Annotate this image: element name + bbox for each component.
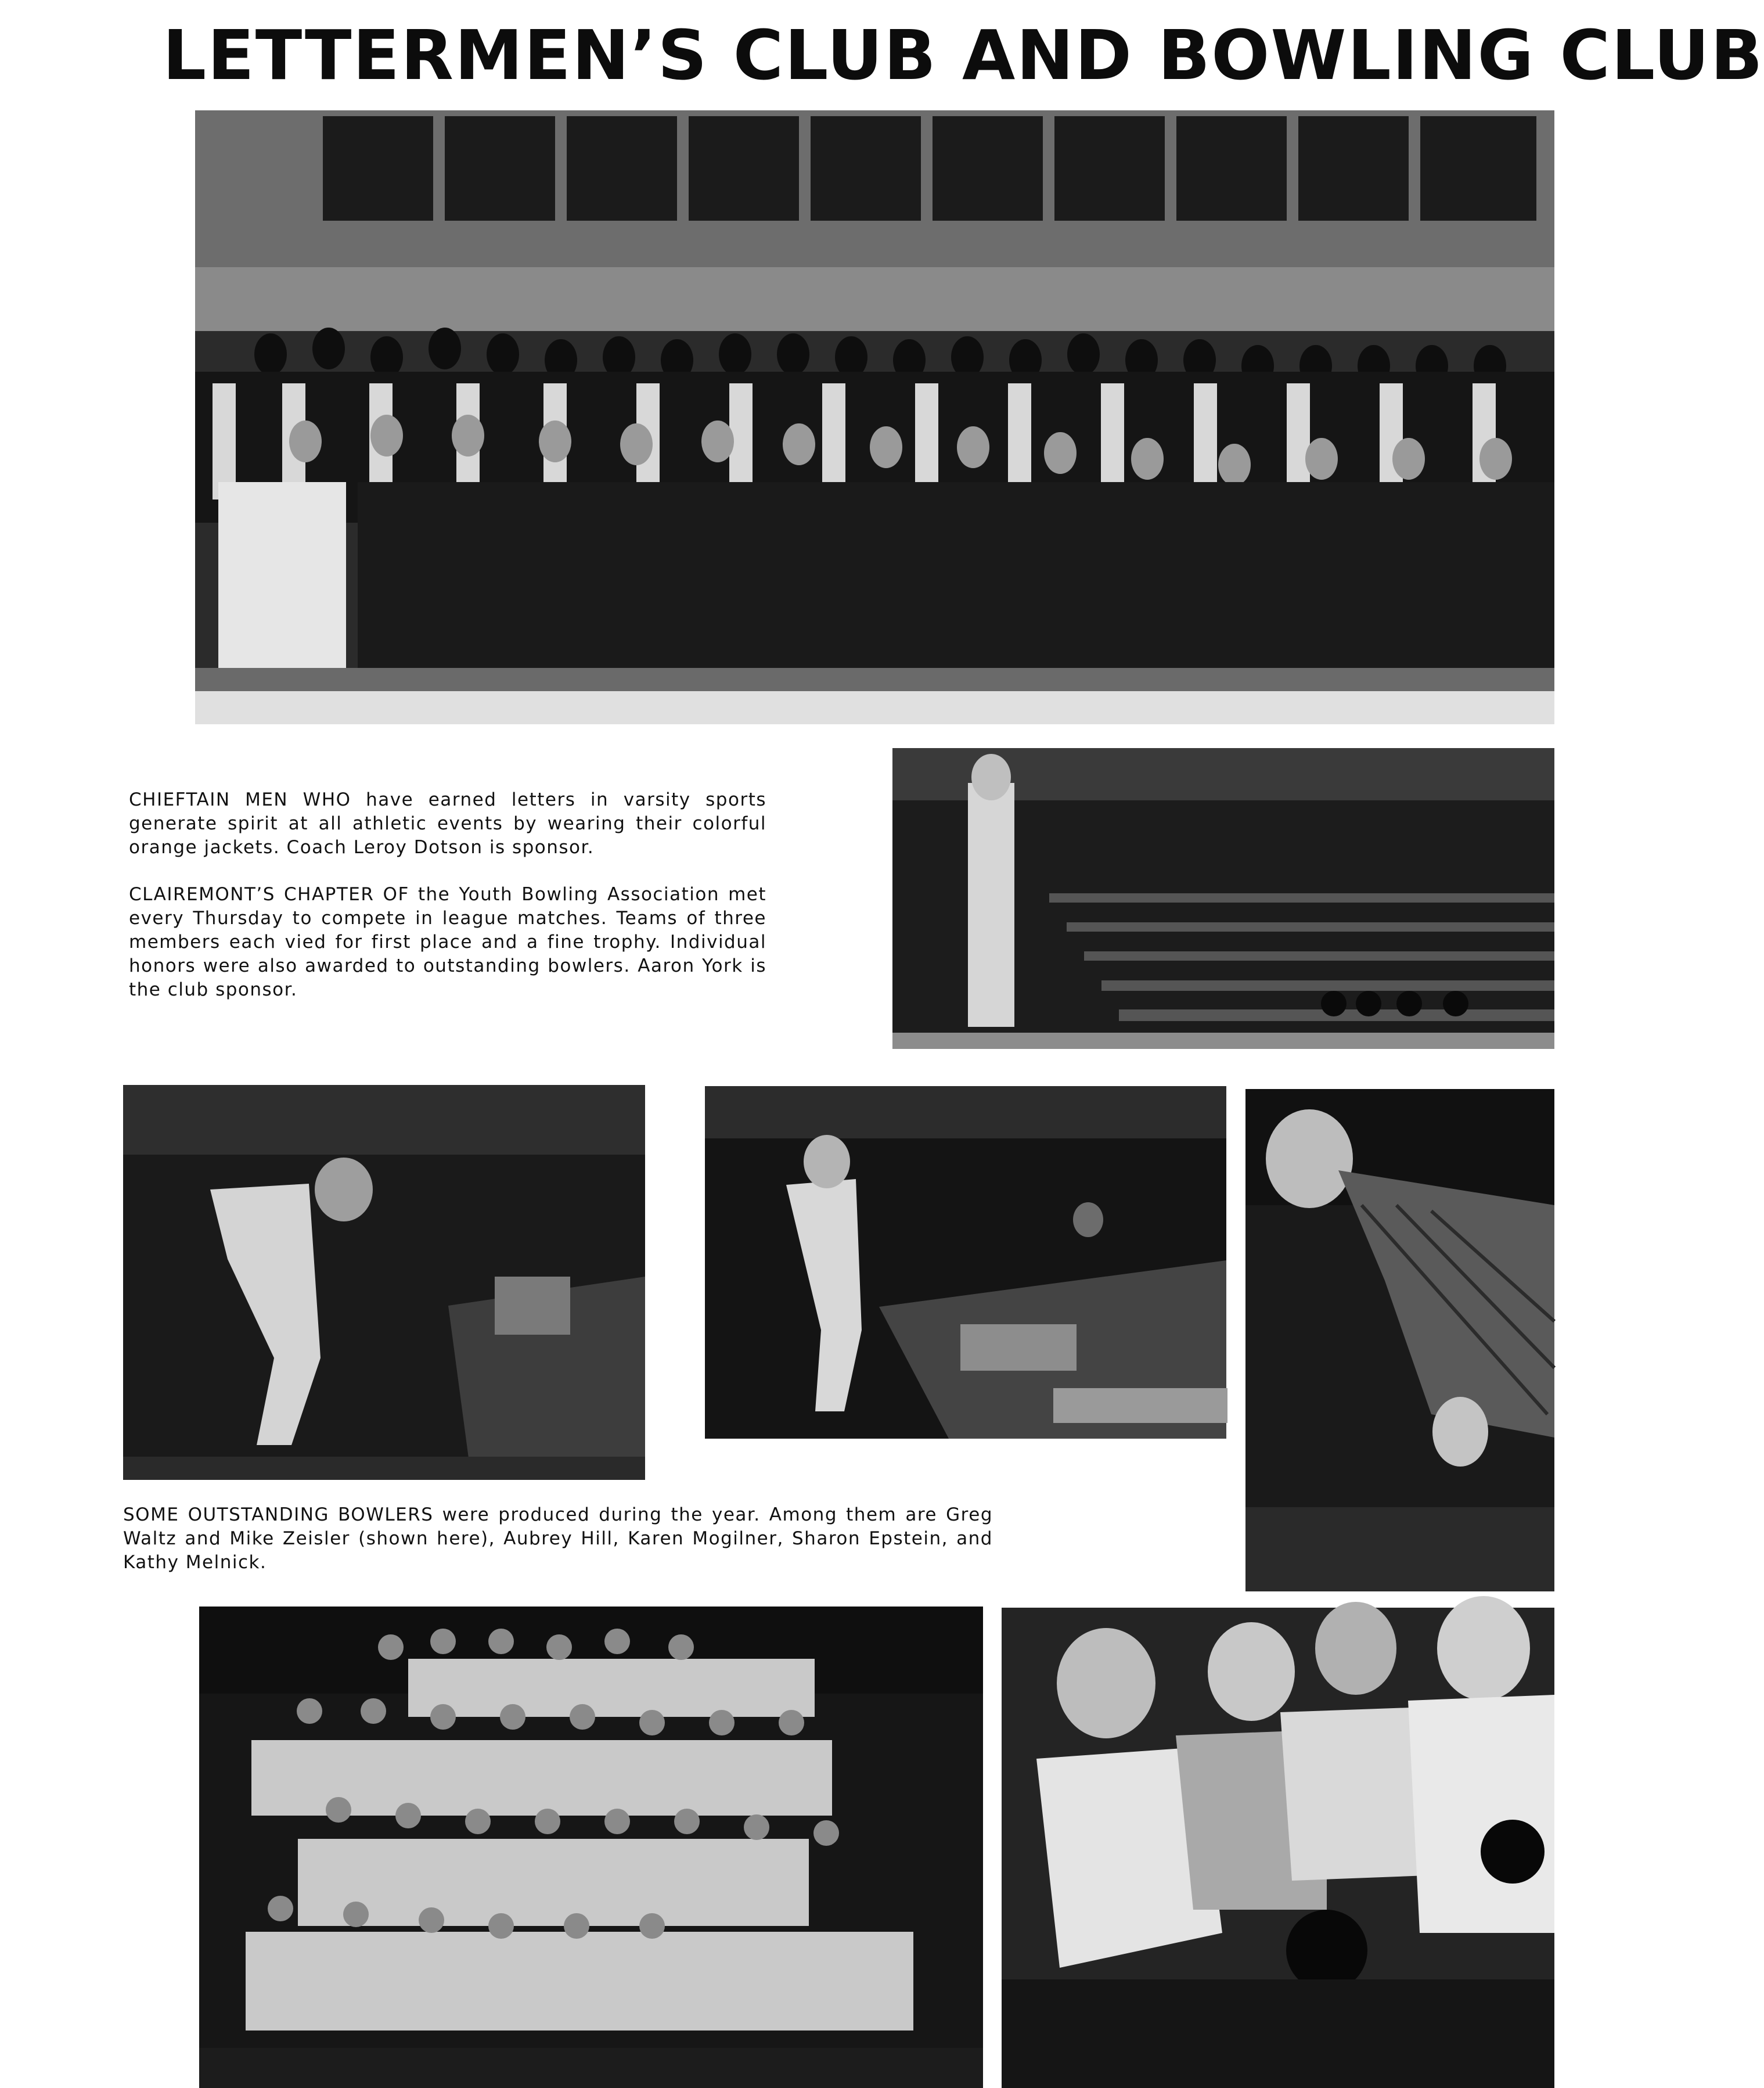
bowling-lane-girl-photo xyxy=(892,748,1554,1049)
lettermen-caption: CHIEFTAIN MEN WHO have earned letters in varsity sports generate spirit at all athletic events by wearing their colorful orange jackets. Coach Leroy Dotson is sponsor. xyxy=(129,789,766,858)
page-title: LETTERMEN’S CLUB AND BOWLING CLUB xyxy=(163,15,1764,95)
bowlers-portrait-photo xyxy=(1002,1608,1554,2088)
lettermen-group-photo xyxy=(195,110,1554,724)
bowling-chapter-caption: CLAIREMONT’S CHAPTER OF the Youth Bowling Association met every Thursday to compete in league matches. Teams of three members each vied for first place and a fine trophy. Individual honors were also awarded to outstanding bowlers. Aaron York is the club sponsor. xyxy=(129,884,766,1000)
bowler-boy-plaid-photo xyxy=(1245,1089,1554,1591)
outstanding-bowlers-caption xyxy=(123,1503,993,1598)
club-description-caption xyxy=(129,788,766,1025)
bowler-crouch-photo xyxy=(123,1085,645,1480)
outstanding-bowlers-text: SOME OUTSTANDING BOWLERS were produced during the year. Among them are Greg Waltz and Mike Zeisler (shown here), Aubrey Hill, Karen Mogilner, Sharon Epstein, and Kathy Melnick. xyxy=(123,1504,993,1573)
bowler-release-photo xyxy=(705,1086,1226,1439)
bowling-club-group-photo xyxy=(199,1607,983,2088)
